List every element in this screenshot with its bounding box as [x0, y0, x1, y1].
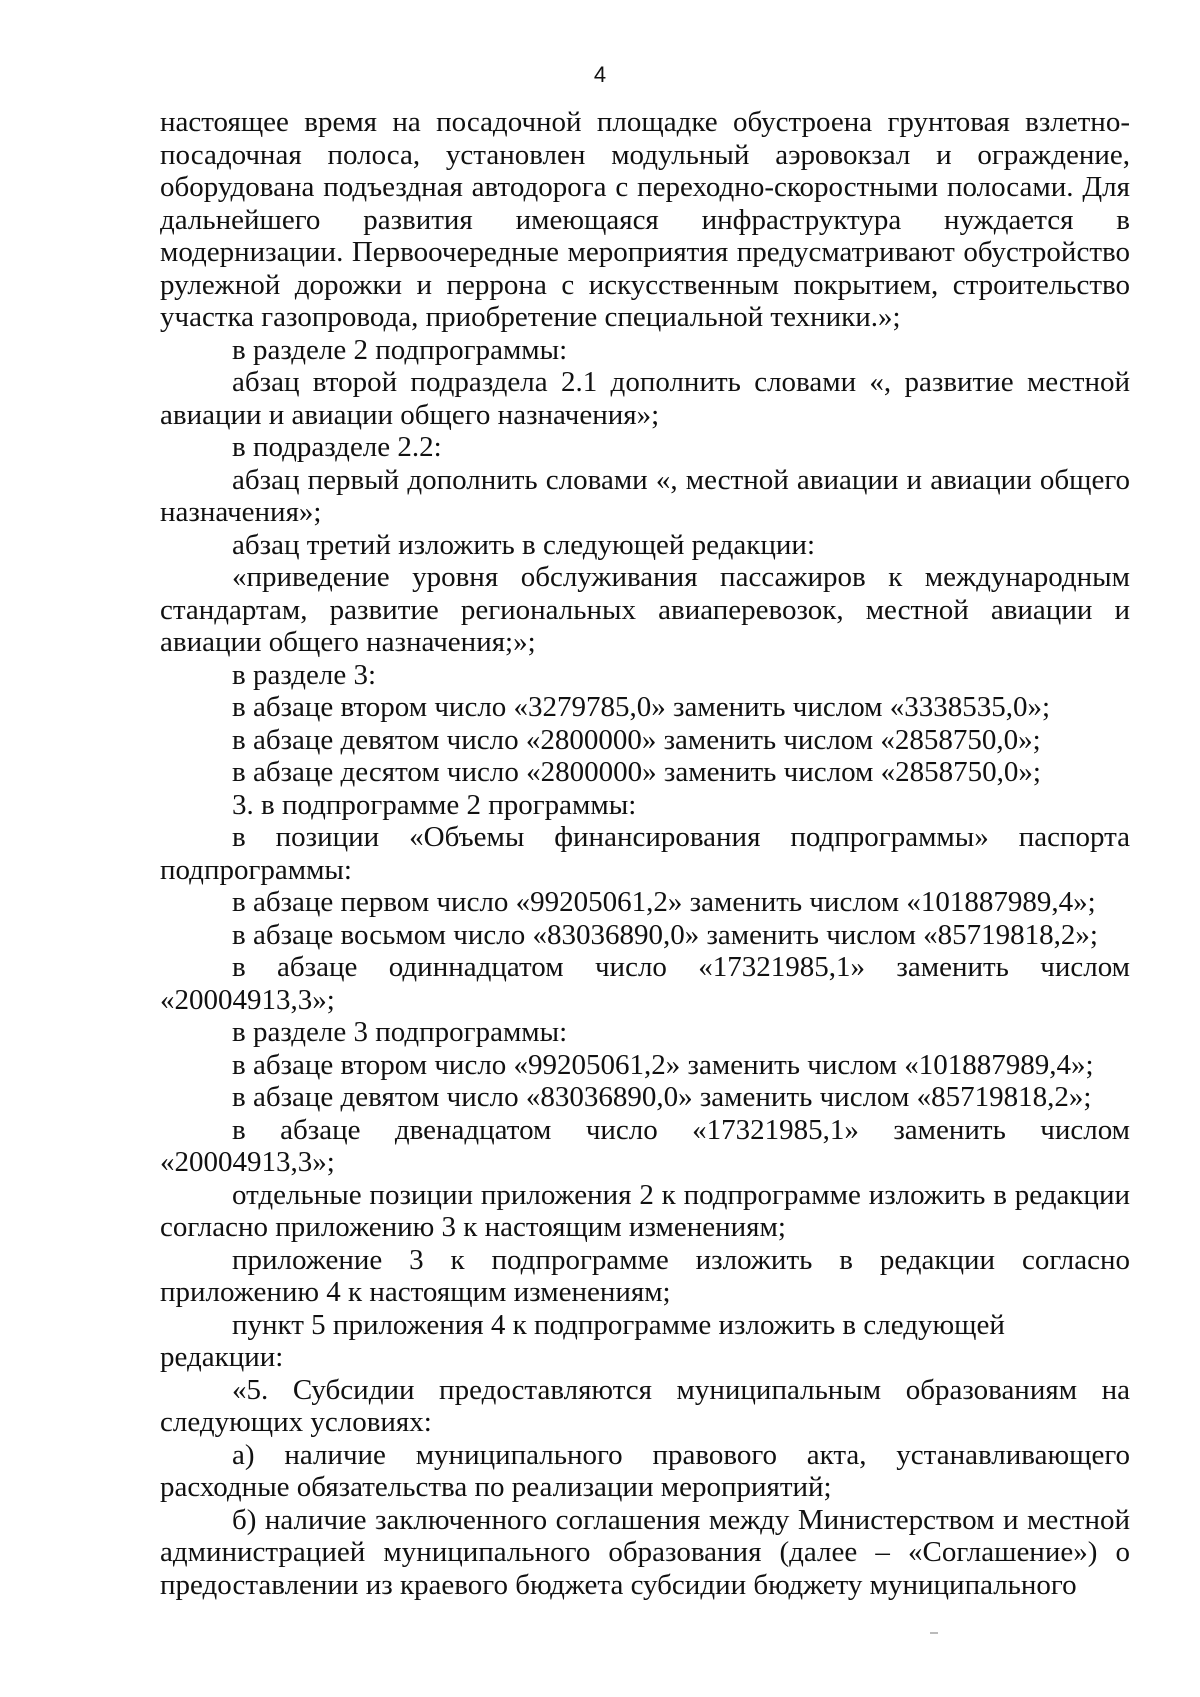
paragraph-ninth-number-change: в абзаце девятом число «2800000» заменить числом «2858750,0»;	[232, 723, 1041, 756]
paragraph-subprogram-2: 3. в подпрограмме 2 программы:	[232, 788, 637, 821]
paragraph-subsidy-conditions: «5. Субсидии предоставляются муниципальным образованиям на следующих условиях:	[160, 1373, 1130, 1438]
paragraph-quoted-standards: «приведение уровня обслуживания пассажиров к международным стандартам, развитие региональных авиаперевозок, местной авиации и авиации общего назначения;»;	[160, 561, 1130, 658]
paragraph-eleventh-abzac-change: в абзаце одиннадцатом число «17321985,1» заменить числом «20004913,3»;	[160, 951, 1130, 1016]
paragraph-subsection-2-1: абзац второй подраздела 2.1 дополнить словами «, развитие местной авиации и авиации общего назначения»;	[160, 366, 1130, 431]
paragraph-first-paragraph-addition: абзац первый дополнить словами «, местной авиации и авиации общего назначения»;	[160, 463, 1130, 528]
paragraph-twelfth-abzac-change: в абзаце двенадцатом число «17321985,1» заменить числом «20004913,3»;	[160, 1113, 1130, 1178]
paragraph-second-abzac-change-s3: в абзаце втором число «99205061,2» заменить числом «101887989,4»;	[232, 1048, 1094, 1081]
paragraph-third-paragraph-edit: абзац третий изложить в следующей редакции:	[232, 528, 816, 561]
page-number: 4	[593, 62, 607, 87]
paragraph-condition-b: б) наличие заключенного соглашения между Министерством и местной администрацией муниципального образования (далее – «Соглашение») о предоставлении из краевого бюджета субсидии бюджету муниципального	[160, 1503, 1130, 1601]
paragraph-financing-position: в позиции «Объемы финансирования подпрограммы» паспорта подпрограммы:	[160, 821, 1130, 886]
paragraph-appendix-3: приложение 3 к подпрограмме изложить в редакции согласно приложению 4 к настоящим изменениям;	[160, 1243, 1130, 1308]
paragraph-subsection-2-2: в подразделе 2.2:	[232, 431, 442, 463]
paragraph-tenth-number-change: в абзаце десятом число «2800000» заменить числом «2858750,0»;	[232, 756, 1041, 788]
paragraph-condition-a: а) наличие муниципального правового акта, устанавливающего расходные обязательства по реализации мероприятий;	[160, 1438, 1130, 1503]
paragraph-section-3: в разделе 3:	[232, 658, 377, 691]
document-body	[160, 106, 1130, 1601]
paragraph-second-number-change: в абзаце втором число «3279785,0» заменить числом «3338535,0»;	[232, 691, 1051, 723]
paragraph-ninth-abzac-change-s3: в абзаце девятом число «83036890,0» заменить числом «85719818,2»;	[232, 1081, 1092, 1113]
paragraph-eighth-abzac-change: в абзаце восьмом число «83036890,0» заменить числом «85719818,2»;	[232, 918, 1098, 951]
paragraph-airstrip-continuation: настоящее время на посадочной площадке обустроена грунтовая взлетно-посадочная полоса, установлен модульный аэровокзал и ограждение, оборудована подъездная автодорога с переходно-скоростными полосами. Для дальнейшего развития имеющаяся инфраструктура нуждается в модернизации. Первоочередные мероприятия предусматривают обустройство рулежной дорожки и перрона с искусственным покрытием, строительство участка газопровода, приобретение специальной техники.»;	[160, 106, 1130, 333]
paragraph-appendix-4-item-5: пункт 5 приложения 4 к подпрограмме изложить в следующей редакции:	[160, 1308, 1005, 1373]
paragraph-section-3-subprogram: в разделе 3 подпрограммы:	[232, 1016, 568, 1048]
paragraph-first-abzac-change: в абзаце первом число «99205061,2» заменить числом «101887989,4»;	[232, 886, 1096, 918]
paragraph-appendix-2-positions: отдельные позиции приложения 2 к подпрограмме изложить в редакции согласно приложению 3 к настоящим изменениям;	[160, 1178, 1130, 1243]
scan-artifact	[930, 1632, 938, 1634]
paragraph-section-2: в разделе 2 подпрограммы:	[232, 333, 568, 366]
